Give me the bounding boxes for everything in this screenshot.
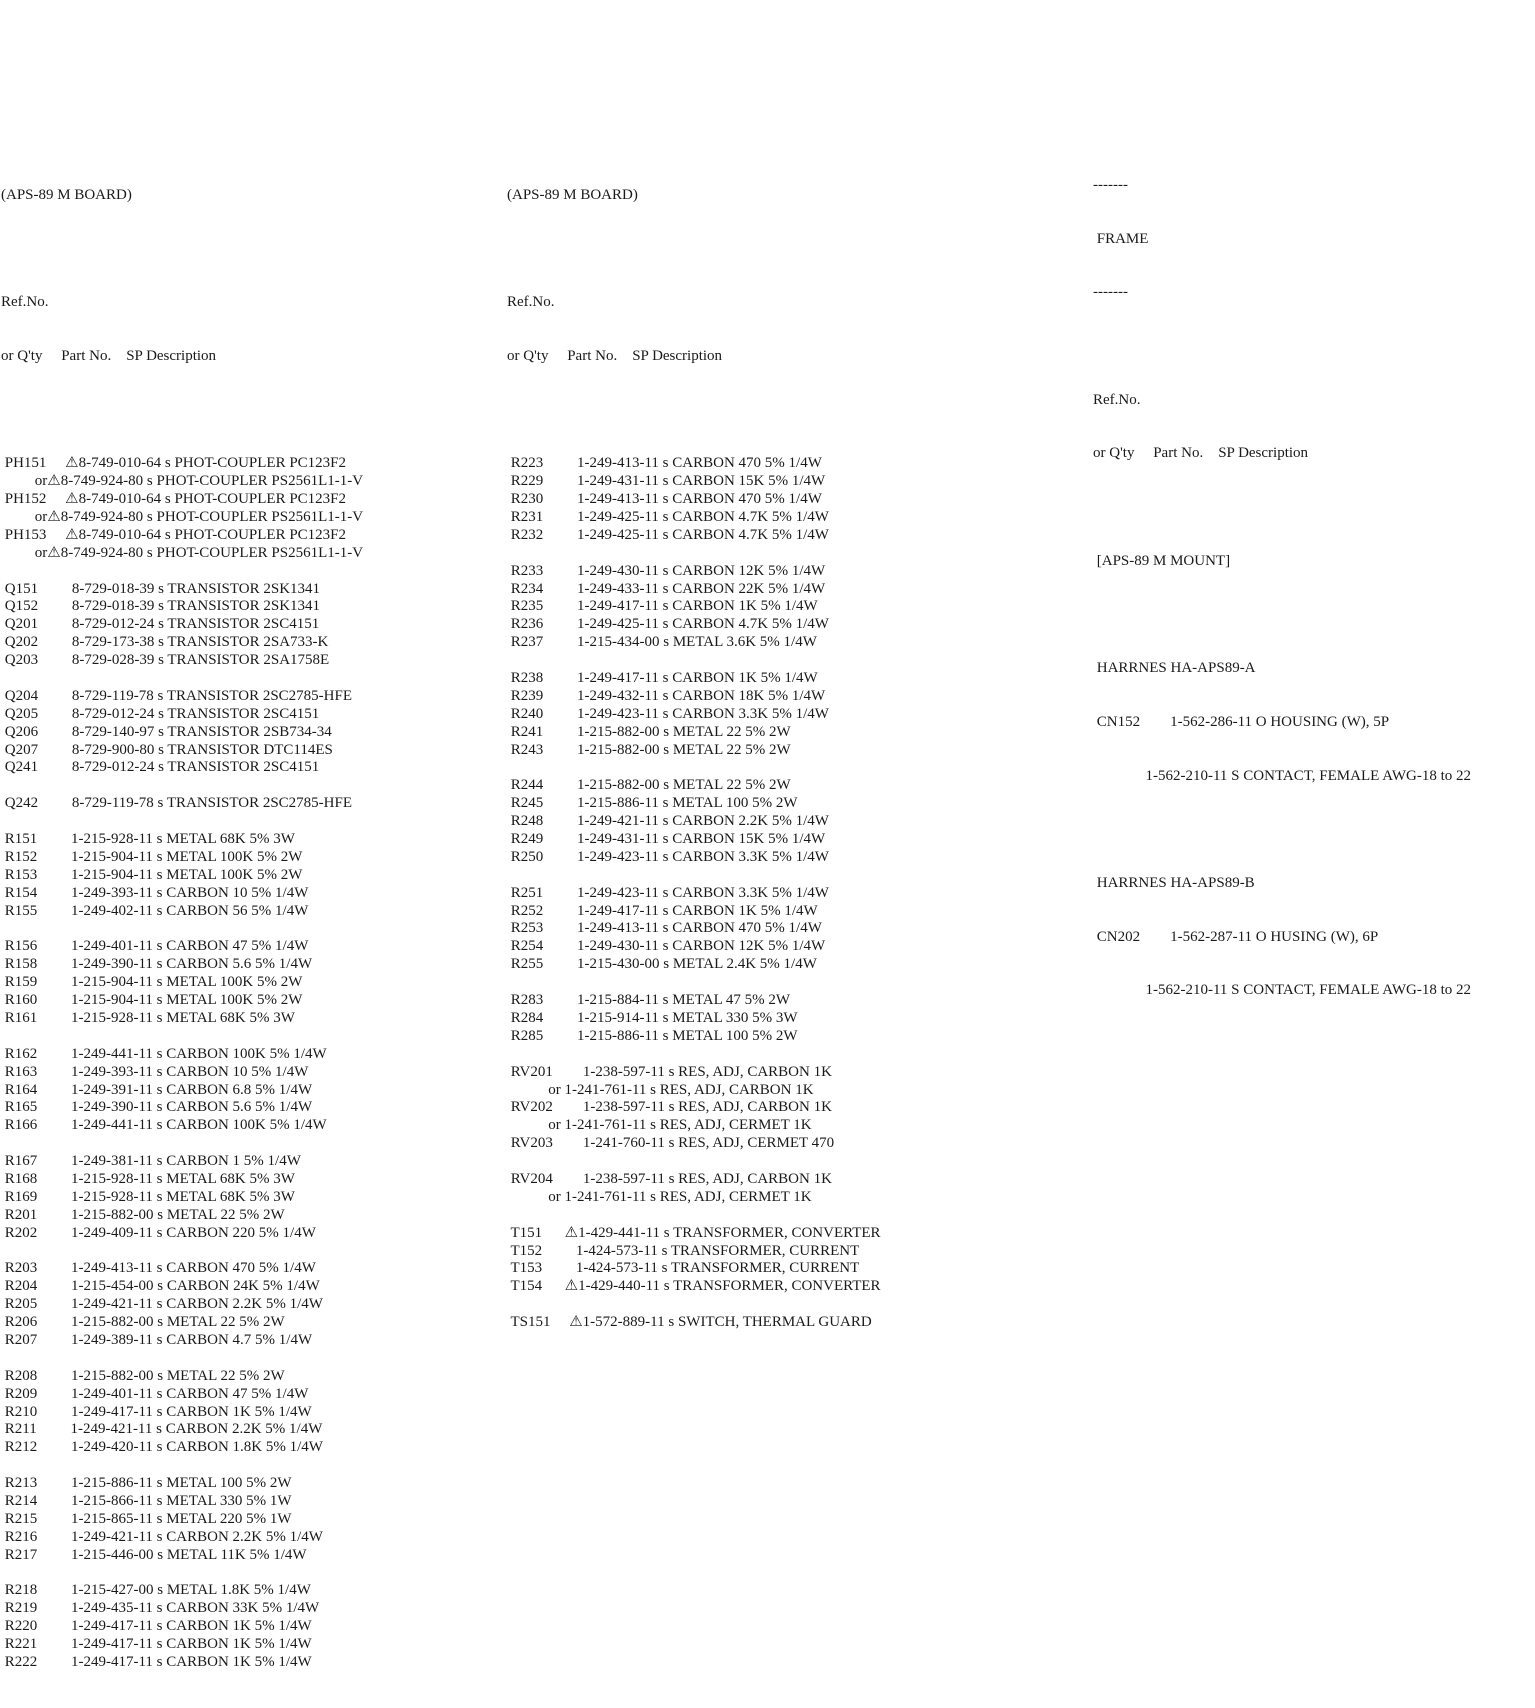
table-row: R202 1-249-409-11 s CARBON 220 5% 1/4W [1, 1224, 316, 1241]
header-ref-no: Ref.No. [1, 294, 49, 311]
header-columns: or Q'ty Part No. SP Description [1093, 445, 1309, 462]
table-row: R205 1-249-421-11 s CARBON 2.2K 5% 1/4W [1, 1296, 323, 1313]
parts-groups [507, 455, 1027, 1332]
table-row: R244 1-215-882-00 s METAL 22 5% 2W [507, 777, 791, 794]
table-row: R151 1-215-928-11 s METAL 68K 5% 3W [1, 831, 295, 848]
table-row: RV203 1-241-760-11 s RES, ADJ, CERMET 470 [507, 1135, 835, 1152]
table-row: R208 1-215-882-00 s METAL 22 5% 2W [1, 1367, 285, 1384]
table-row: R217 1-215-446-00 s METAL 11K 5% 1/4W [1, 1546, 307, 1563]
table-row: R160 1-215-904-11 s METAL 100K 5% 2W [1, 992, 303, 1009]
table-row: R214 1-215-866-11 s METAL 330 5% 1W [1, 1492, 292, 1509]
table-row: or 1-241-761-11 s RES, ADJ, CARBON 1K [507, 1081, 814, 1098]
table-row: R220 1-249-417-11 s CARBON 1K 5% 1/4W [1, 1618, 312, 1635]
table-row: Q151 8-729-018-39 s TRANSISTOR 2SK1341 [1, 580, 321, 597]
table-row: Q202 8-729-173-38 s TRANSISTOR 2SA733-K [1, 634, 329, 651]
table-row: RV202 1-238-597-11 s RES, ADJ, CARBON 1K [507, 1099, 832, 1116]
table-row: Q205 8-729-012-24 s TRANSISTOR 2SC4151 [1, 705, 320, 722]
table-row: R203 1-249-413-11 s CARBON 470 5% 1/4W [1, 1260, 316, 1277]
table-row: R236 1-249-425-11 s CARBON 4.7K 5% 1/4W [507, 616, 829, 633]
table-row: R213 1-215-886-11 s METAL 100 5% 2W [1, 1475, 292, 1492]
harness-b-label: HARRNES HA-APS89-B [1093, 874, 1255, 891]
table-row: R153 1-215-904-11 s METAL 100K 5% 2W [1, 866, 303, 883]
table-row: Q203 8-729-028-39 s TRANSISTOR 2SA1758E [1, 652, 330, 669]
table-row: R216 1-249-421-11 s CARBON 2.2K 5% 1/4W [1, 1528, 323, 1545]
table-row: CN202 1-562-287-11 O HUSING (W), 6P [1093, 928, 1379, 945]
table-row: R233 1-249-430-11 s CARBON 12K 5% 1/4W [507, 562, 826, 579]
table-row: R238 1-249-417-11 s CARBON 1K 5% 1/4W [507, 670, 818, 687]
header-ref-no: Ref.No. [1093, 391, 1141, 408]
table-row: R165 1-249-390-11 s CARBON 5.6 5% 1/4W [1, 1099, 313, 1116]
table-row: R159 1-215-904-11 s METAL 100K 5% 2W [1, 974, 303, 991]
table-row: R283 1-215-884-11 s METAL 47 5% 2W [507, 992, 791, 1009]
table-row: CN152 1-562-286-11 O HOUSING (W), 5P [1093, 713, 1390, 730]
table-row: R207 1-249-389-11 s CARBON 4.7 5% 1/4W [1, 1331, 313, 1348]
table-row: T152 1-424-573-11 s TRANSFORMER, CURRENT [507, 1242, 860, 1259]
table-row: R164 1-249-391-11 s CARBON 6.8 5% 1/4W [1, 1081, 313, 1098]
table-row: R155 1-249-402-11 s CARBON 56 5% 1/4W [1, 902, 309, 919]
board-label: (APS-89 M BOARD) [507, 186, 638, 203]
table-row: R211 1-249-421-11 s CARBON 2.2K 5% 1/4W [1, 1421, 323, 1438]
section-title: FRAME [1093, 230, 1149, 247]
table-row: R251 1-249-423-11 s CARBON 3.3K 5% 1/4W [507, 884, 829, 901]
table-row: R215 1-215-865-11 s METAL 220 5% 1W [1, 1510, 292, 1527]
table-row: PH152 ⚠8-749-010-64 s PHOT-COUPLER PC123F2 [1, 491, 347, 508]
table-row: R162 1-249-441-11 s CARBON 100K 5% 1/4W [1, 1045, 327, 1062]
table-row: R163 1-249-393-11 s CARBON 10 5% 1/4W [1, 1063, 309, 1080]
table-row: R201 1-215-882-00 s METAL 22 5% 2W [1, 1206, 285, 1223]
harness-a-label: HARRNES HA-APS89-A [1093, 660, 1256, 677]
table-row: or⚠8-749-924-80 s PHOT-COUPLER PS2561L1-1-V [1, 473, 364, 490]
table-row: R231 1-249-425-11 s CARBON 4.7K 5% 1/4W [507, 509, 829, 525]
table-row: R248 1-249-421-11 s CARBON 2.2K 5% 1/4W [507, 813, 829, 830]
table-row: R154 1-249-393-11 s CARBON 10 5% 1/4W [1, 884, 309, 901]
table-row: R234 1-249-433-11 s CARBON 22K 5% 1/4W [507, 580, 826, 597]
table-row: 1-562-210-11 S CONTACT, FEMALE AWG-18 to 22 [1093, 982, 1471, 999]
table-row: TS151 ⚠1-572-889-11 s SWITCH, THERMAL GUARD [507, 1314, 872, 1331]
table-row: R239 1-249-432-11 s CARBON 18K 5% 1/4W [507, 687, 826, 704]
parts-column-middle [507, 151, 1027, 1368]
table-row: R285 1-215-886-11 s METAL 100 5% 2W [507, 1027, 798, 1044]
table-row: R252 1-249-417-11 s CARBON 1K 5% 1/4W [507, 902, 818, 919]
table-row: R167 1-249-381-11 s CARBON 1 5% 1/4W [1, 1153, 301, 1170]
table-row: R221 1-249-417-11 s CARBON 1K 5% 1/4W [1, 1636, 312, 1653]
table-row: R158 1-249-390-11 s CARBON 5.6 5% 1/4W [1, 956, 313, 973]
table-row: R235 1-249-417-11 s CARBON 1K 5% 1/4W [507, 598, 818, 615]
table-row: R249 1-249-431-11 s CARBON 15K 5% 1/4W [507, 831, 826, 848]
header-columns: or Q'ty Part No. SP Description [1, 347, 217, 364]
table-row: or⚠8-749-924-80 s PHOT-COUPLER PS2561L1-1-V [1, 544, 364, 561]
table-row: T154 ⚠1-429-440-11 s TRANSFORMER, CONVERTER [507, 1278, 881, 1295]
table-row: R253 1-249-413-11 s CARBON 470 5% 1/4W [507, 920, 822, 937]
table-row: R212 1-249-420-11 s CARBON 1.8K 5% 1/4W [1, 1439, 323, 1456]
mount-label: [APS-89 M MOUNT] [1093, 552, 1231, 569]
table-row: R284 1-215-914-11 s METAL 330 5% 3W [507, 1009, 798, 1026]
board-label: (APS-89 M BOARD) [1, 186, 132, 203]
table-row: 1-562-210-11 S CONTACT, FEMALE AWG-18 to 22 [1093, 767, 1471, 784]
table-row: R210 1-249-417-11 s CARBON 1K 5% 1/4W [1, 1403, 312, 1420]
table-row: R229 1-249-431-11 s CARBON 15K 5% 1/4W [507, 473, 826, 490]
table-row: R237 1-215-434-00 s METAL 3.6K 5% 1/4W [507, 634, 817, 651]
table-row: T153 1-424-573-11 s TRANSFORMER, CURRENT [507, 1260, 860, 1277]
table-row: R222 1-249-417-11 s CARBON 1K 5% 1/4W [1, 1654, 312, 1670]
table-row: R243 1-215-882-00 s METAL 22 5% 2W [507, 741, 791, 758]
table-row: or 1-241-761-11 s RES, ADJ, CERMET 1K [507, 1188, 812, 1205]
table-row: PH151 ⚠8-749-010-64 s PHOT-COUPLER PC123F2 [1, 455, 347, 472]
table-row: R240 1-249-423-11 s CARBON 3.3K 5% 1/4W [507, 705, 829, 722]
section-rule-top: ------- [1093, 176, 1128, 193]
table-row: Q207 8-729-900-80 s TRANSISTOR DTC114ES [1, 741, 333, 758]
table-row: R152 1-215-904-11 s METAL 100K 5% 2W [1, 848, 303, 865]
table-row: R255 1-215-430-00 s METAL 2.4K 5% 1/4W [507, 956, 817, 973]
table-row: R169 1-215-928-11 s METAL 68K 5% 3W [1, 1188, 295, 1205]
table-row: or 1-241-761-11 s RES, ADJ, CERMET 1K [507, 1117, 812, 1134]
table-row: R206 1-215-882-00 s METAL 22 5% 2W [1, 1314, 285, 1331]
table-row: R232 1-249-425-11 s CARBON 4.7K 5% 1/4W [507, 526, 829, 543]
parts-column-right [1093, 141, 1533, 1036]
header-ref-no: Ref.No. [507, 294, 555, 311]
table-row: R209 1-249-401-11 s CARBON 47 5% 1/4W [1, 1385, 309, 1402]
table-row: R161 1-215-928-11 s METAL 68K 5% 3W [1, 1009, 295, 1026]
header-columns: or Q'ty Part No. SP Description [507, 347, 723, 364]
table-row: R204 1-215-454-00 s CARBON 24K 5% 1/4W [1, 1278, 320, 1295]
table-row: Q152 8-729-018-39 s TRANSISTOR 2SK1341 [1, 598, 321, 615]
table-row: R241 1-215-882-00 s METAL 22 5% 2W [507, 723, 791, 740]
table-row: R223 1-249-413-11 s CARBON 470 5% 1/4W [507, 455, 822, 472]
table-row: Q201 8-729-012-24 s TRANSISTOR 2SC4151 [1, 616, 320, 633]
table-row: R218 1-215-427-00 s METAL 1.8K 5% 1/4W [1, 1582, 311, 1599]
table-row: Q242 8-729-119-78 s TRANSISTOR 2SC2785-HFE [1, 795, 352, 812]
table-row: or⚠8-749-924-80 s PHOT-COUPLER PS2561L1-1-V [1, 509, 364, 525]
parts-groups [1, 455, 481, 1672]
parts-column-left [1, 151, 481, 1708]
table-row: RV204 1-238-597-11 s RES, ADJ, CARBON 1K [507, 1170, 832, 1187]
table-row: R156 1-249-401-11 s CARBON 47 5% 1/4W [1, 938, 309, 955]
table-row: R166 1-249-441-11 s CARBON 100K 5% 1/4W [1, 1117, 327, 1134]
table-row: R254 1-249-430-11 s CARBON 12K 5% 1/4W [507, 938, 826, 955]
section-rule-bottom: ------- [1093, 284, 1128, 301]
table-row: PH153 ⚠8-749-010-64 s PHOT-COUPLER PC123F2 [1, 526, 347, 543]
table-row: R230 1-249-413-11 s CARBON 470 5% 1/4W [507, 491, 822, 508]
table-row: T151 ⚠1-429-441-11 s TRANSFORMER, CONVERTER [507, 1224, 881, 1241]
table-row: Q241 8-729-012-24 s TRANSISTOR 2SC4151 [1, 759, 320, 776]
table-row: R245 1-215-886-11 s METAL 100 5% 2W [507, 795, 798, 812]
table-row: Q204 8-729-119-78 s TRANSISTOR 2SC2785-HFE [1, 687, 352, 704]
table-row: Q206 8-729-140-97 s TRANSISTOR 2SB734-34 [1, 723, 332, 740]
table-row: R250 1-249-423-11 s CARBON 3.3K 5% 1/4W [507, 848, 829, 865]
table-row: R219 1-249-435-11 s CARBON 33K 5% 1/4W [1, 1600, 320, 1617]
table-row: R168 1-215-928-11 s METAL 68K 5% 3W [1, 1170, 295, 1187]
table-row: RV201 1-238-597-11 s RES, ADJ, CARBON 1K [507, 1063, 832, 1080]
